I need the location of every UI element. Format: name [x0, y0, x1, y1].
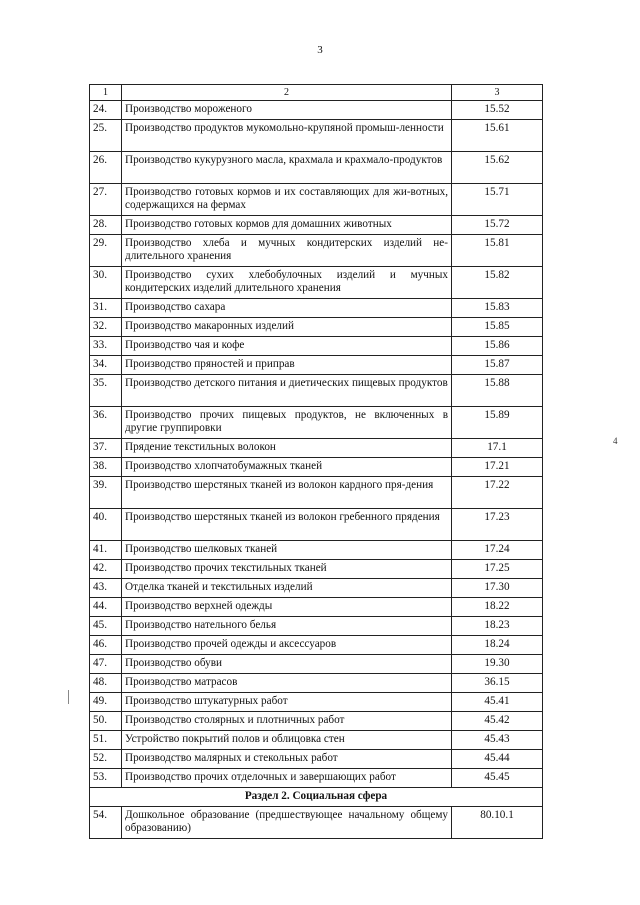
activity-name: Производство сахара [122, 299, 452, 318]
activity-code: 18.22 [452, 598, 543, 617]
table-row [90, 101, 543, 120]
activity-name: Производство малярных и стекольных работ [122, 750, 452, 769]
activity-code: 17.23 [452, 509, 543, 541]
activity-code: 17.21 [452, 458, 543, 477]
row-number: 27. [90, 184, 122, 216]
activity-name: Прядение текстильных волокон [122, 439, 452, 458]
row-number: 46. [90, 636, 122, 655]
table-row [90, 674, 543, 693]
row-number: 30. [90, 267, 122, 299]
row-number: 52. [90, 750, 122, 769]
activity-codes-table [89, 84, 543, 839]
table-row [90, 267, 543, 299]
row-number: 49. [90, 693, 122, 712]
activity-code: 15.85 [452, 318, 543, 337]
activity-name: Производство кукурузного масла, крахмала и крахмало-продуктов [122, 152, 452, 184]
activity-code: 15.88 [452, 375, 543, 407]
activity-name: Производство готовых кормов и их составляющих для жи-вотных, содержащихся на фермах [122, 184, 452, 216]
activity-code: 80.10.1 [452, 807, 543, 839]
row-number: 34. [90, 356, 122, 375]
column-header-number: 1 [90, 85, 122, 101]
activity-name: Производство верхней одежды [122, 598, 452, 617]
margin-mark: 4 [613, 436, 618, 446]
row-number: 53. [90, 769, 122, 788]
table-row [90, 541, 543, 560]
table-row [90, 477, 543, 509]
activity-code: 17.30 [452, 579, 543, 598]
activity-code: 45.45 [452, 769, 543, 788]
activity-code: 45.41 [452, 693, 543, 712]
row-number: 43. [90, 579, 122, 598]
row-number: 51. [90, 731, 122, 750]
activity-code: 36.15 [452, 674, 543, 693]
row-number: 28. [90, 216, 122, 235]
activity-name: Отделка тканей и текстильных изделий [122, 579, 452, 598]
table-row [90, 560, 543, 579]
row-number: 39. [90, 477, 122, 509]
table-row [90, 458, 543, 477]
activity-name: Производство макаронных изделий [122, 318, 452, 337]
activity-name: Производство прочих пищевых продуктов, не включенных в другие группировки [122, 407, 452, 439]
activity-code: 17.22 [452, 477, 543, 509]
table-row [90, 318, 543, 337]
column-header-code: 3 [452, 85, 543, 101]
activity-code: 15.71 [452, 184, 543, 216]
table-row [90, 693, 543, 712]
activity-code: 15.82 [452, 267, 543, 299]
table-row [90, 184, 543, 216]
table-row [90, 337, 543, 356]
column-header-name: 2 [122, 85, 452, 101]
table-row [90, 655, 543, 674]
row-number: 44. [90, 598, 122, 617]
activity-name: Производство сухих хлебобулочных изделий и мучных кондитерских изделий длительного хранения [122, 267, 452, 299]
activity-name: Производство шерстяных тканей из волокон гребенного прядения [122, 509, 452, 541]
table-row [90, 807, 543, 839]
table-row [90, 617, 543, 636]
row-number: 47. [90, 655, 122, 674]
row-number: 36. [90, 407, 122, 439]
activity-name: Производство детского питания и диетических пищевых продуктов [122, 375, 452, 407]
activity-name: Производство матрасов [122, 674, 452, 693]
activity-name: Производство продуктов мукомольно-крупяной промыш-ленности [122, 120, 452, 152]
row-number: 38. [90, 458, 122, 477]
table-header-row [90, 85, 543, 101]
activity-name: Устройство покрытий полов и облицовка стен [122, 731, 452, 750]
table-body [90, 85, 543, 839]
activity-name: Производство хлопчатобумажных тканей [122, 458, 452, 477]
activity-name: Производство штукатурных работ [122, 693, 452, 712]
table-row [90, 407, 543, 439]
activity-code: 45.43 [452, 731, 543, 750]
table-row [90, 299, 543, 318]
table-row [90, 712, 543, 731]
table-row [90, 750, 543, 769]
activity-name: Производство столярных и плотничных работ [122, 712, 452, 731]
table-row [90, 579, 543, 598]
activity-name: Производство мороженого [122, 101, 452, 120]
table-row [90, 235, 543, 267]
activity-name: Производство шелковых тканей [122, 541, 452, 560]
section-row [90, 788, 543, 807]
activity-code: 15.62 [452, 152, 543, 184]
activity-name: Производство прочих текстильных тканей [122, 560, 452, 579]
activity-code: 15.87 [452, 356, 543, 375]
row-number: 24. [90, 101, 122, 120]
row-number: 26. [90, 152, 122, 184]
row-number: 35. [90, 375, 122, 407]
table-row [90, 439, 543, 458]
row-number: 40. [90, 509, 122, 541]
row-number: 25. [90, 120, 122, 152]
row-number: 42. [90, 560, 122, 579]
table-row [90, 598, 543, 617]
page-number: 3 [317, 44, 323, 56]
activity-code: 15.52 [452, 101, 543, 120]
activity-name: Производство пряностей и приправ [122, 356, 452, 375]
table-row [90, 356, 543, 375]
activity-code: 15.83 [452, 299, 543, 318]
activity-name: Производство хлеба и мучных кондитерских изделий не-длительного хранения [122, 235, 452, 267]
activity-code: 15.81 [452, 235, 543, 267]
table-row [90, 769, 543, 788]
activity-name: Производство прочих отделочных и завершающих работ [122, 769, 452, 788]
activity-name: Дошкольное образование (предшествующее начальному общему образованию) [122, 807, 452, 839]
row-number: 31. [90, 299, 122, 318]
row-number: 33. [90, 337, 122, 356]
table-row [90, 731, 543, 750]
activity-name: Производство шерстяных тканей из волокон кардного пря-дения [122, 477, 452, 509]
row-number: 32. [90, 318, 122, 337]
activity-code: 15.72 [452, 216, 543, 235]
activity-name: Производство готовых кормов для домашних животных [122, 216, 452, 235]
table-row [90, 509, 543, 541]
activity-name: Производство обуви [122, 655, 452, 674]
row-number: 54. [90, 807, 122, 839]
activity-code: 15.61 [452, 120, 543, 152]
table-row [90, 375, 543, 407]
activity-code: 17.24 [452, 541, 543, 560]
activity-code: 17.1 [452, 439, 543, 458]
activity-code: 45.42 [452, 712, 543, 731]
row-number: 45. [90, 617, 122, 636]
section-title: Раздел 2. Социальная сфера [90, 788, 543, 807]
row-number: 29. [90, 235, 122, 267]
row-number: 48. [90, 674, 122, 693]
scan-artifact [68, 690, 69, 704]
row-number: 41. [90, 541, 122, 560]
table-row [90, 216, 543, 235]
activity-code: 45.44 [452, 750, 543, 769]
table-row [90, 120, 543, 152]
table-row [90, 636, 543, 655]
activity-code: 19.30 [452, 655, 543, 674]
activity-code: 17.25 [452, 560, 543, 579]
activity-name: Производство чая и кофе [122, 337, 452, 356]
activity-name: Производство прочей одежды и аксессуаров [122, 636, 452, 655]
activity-name: Производство нательного белья [122, 617, 452, 636]
activity-code: 18.23 [452, 617, 543, 636]
activity-code: 15.86 [452, 337, 543, 356]
table-row [90, 152, 543, 184]
row-number: 50. [90, 712, 122, 731]
activity-code: 15.89 [452, 407, 543, 439]
row-number: 37. [90, 439, 122, 458]
activity-code: 18.24 [452, 636, 543, 655]
